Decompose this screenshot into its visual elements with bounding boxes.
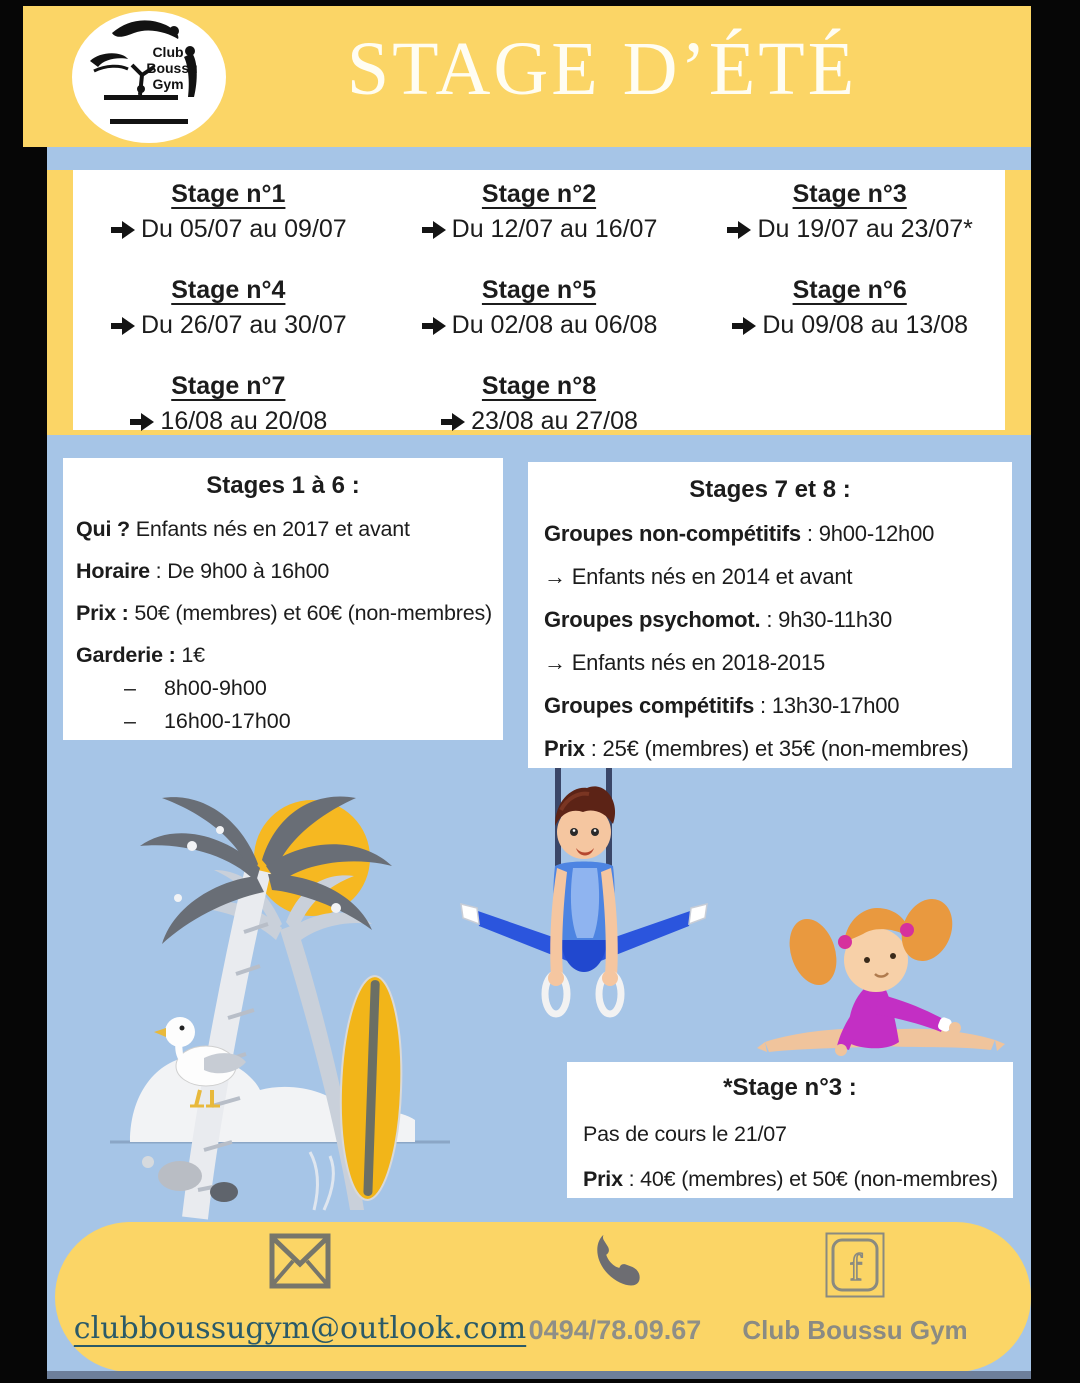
stage-cell [694, 276, 1005, 340]
splits-gymnast-illustration [755, 890, 1015, 1065]
stage-name: Stage n°2 [481, 180, 597, 208]
arrow-icon [731, 316, 757, 336]
stage-dates: Du 26/07 au 30/07 [140, 311, 347, 339]
contact-footer [55, 1222, 1031, 1372]
arrow-icon [110, 316, 136, 336]
stage-name: Stage n°7 [171, 372, 286, 400]
stage-dates: Du 19/07 au 23/07* [757, 215, 973, 243]
garderie-slot: – 8h00-9h00 [124, 676, 267, 700]
stage-name: Stage n°4 [171, 276, 286, 304]
stage-name: Stage n°3 [792, 180, 907, 208]
arrow-icon [129, 412, 155, 432]
phone-column [495, 1232, 735, 1346]
stage-dates: Du 12/07 au 16/07 [451, 215, 658, 243]
logo-text-gym: Gym [152, 76, 184, 92]
box-title: Stages 7 et 8 : [689, 476, 851, 503]
stage-name: Stage n°5 [481, 276, 597, 304]
bottom-edge-strip [47, 1371, 1031, 1379]
gymnastic-rings [545, 970, 621, 1014]
stages-dates-box [73, 170, 1005, 435]
stage-dates: Du 09/08 au 13/08 [762, 311, 969, 339]
stage-cell [694, 180, 1005, 244]
garderie-slot: – 16h00-17h00 [124, 709, 291, 733]
stage-cell [384, 276, 695, 340]
stage-dates: Du 02/08 au 06/08 [451, 311, 658, 339]
arrow-icon [110, 220, 136, 240]
stage-dates: Du 05/07 au 09/07 [140, 215, 347, 243]
stage-cell [73, 180, 384, 244]
facebook-page-name: Club Boussu Gym [742, 1315, 968, 1345]
stages-row-3 [73, 372, 1005, 436]
svg-text:f: f [849, 1247, 863, 1289]
info-box-stage-3-note: *Stage n°3 : Pas de cours le 21/07 Prix : 40€ (membres) et 50€ (non-membres) [567, 1062, 1013, 1198]
box-title: Stages 1 à 6 : [206, 472, 360, 499]
stage-name: Stage n°6 [792, 276, 907, 304]
stage-name: Stage n°1 [171, 180, 286, 208]
arrow-icon [726, 220, 752, 240]
palm-beach-illustration [100, 790, 460, 1220]
rings-gymnast-illustration [455, 768, 715, 1038]
stage-dates: 23/08 au 27/08 [471, 407, 638, 435]
email-link[interactable]: clubboussugym@outlook.com [73, 1311, 527, 1346]
arrow-icon [421, 220, 447, 240]
header-band [23, 6, 1031, 147]
arrow-icon [421, 316, 447, 336]
arrow-icon [440, 412, 466, 432]
info-box-stages-7-8: Stages 7 et 8 : Groupes non-compétitifs : 9h00-12h00 → Enfants nés en 2014 et avant Groupes psychomot. : 9h30-11h30 → Enfants nés en 2018-2015 Groupes compétitifs : 13h30-17h00 Prix : 25€ (membres) et 35€ (non-membres) [528, 462, 1012, 768]
facebook-icon [735, 1232, 975, 1303]
stage-dates: 16/08 au 20/08 [160, 407, 328, 435]
stage-name: Stage n°8 [481, 372, 597, 400]
stages-row-1 [73, 180, 1005, 244]
envelope-icon [70, 1232, 530, 1295]
stages-row-2 [73, 276, 1005, 340]
blue-separator-strip [47, 147, 1031, 170]
logo-text-boussu: Boussu [146, 60, 198, 76]
stage-cell [73, 276, 384, 340]
info-box-stages-1-6: Stages 1 à 6 : Qui ? Enfants nés en 2017 et avant Horaire : De 9h00 à 16h00 Prix : 50€ (membres) et 60€ (non-membres) Garderie : 1€ – 8h00-9h00 – 16h00-17h00 [63, 458, 503, 740]
stage-cell [384, 372, 695, 436]
phone-number: 0494/78.09.67 [528, 1315, 702, 1345]
facebook-column [735, 1232, 975, 1346]
stage-cell [73, 372, 384, 436]
phone-icon [495, 1232, 735, 1293]
box-title: *Stage n°3 : [723, 1074, 857, 1101]
page-title: STAGE D’ÉTÉ [346, 27, 858, 111]
stage-cell [384, 180, 695, 244]
logo-text-club: Club [152, 44, 184, 60]
email-column [70, 1232, 530, 1346]
surfboard [337, 975, 405, 1201]
dates-band [47, 170, 1031, 435]
